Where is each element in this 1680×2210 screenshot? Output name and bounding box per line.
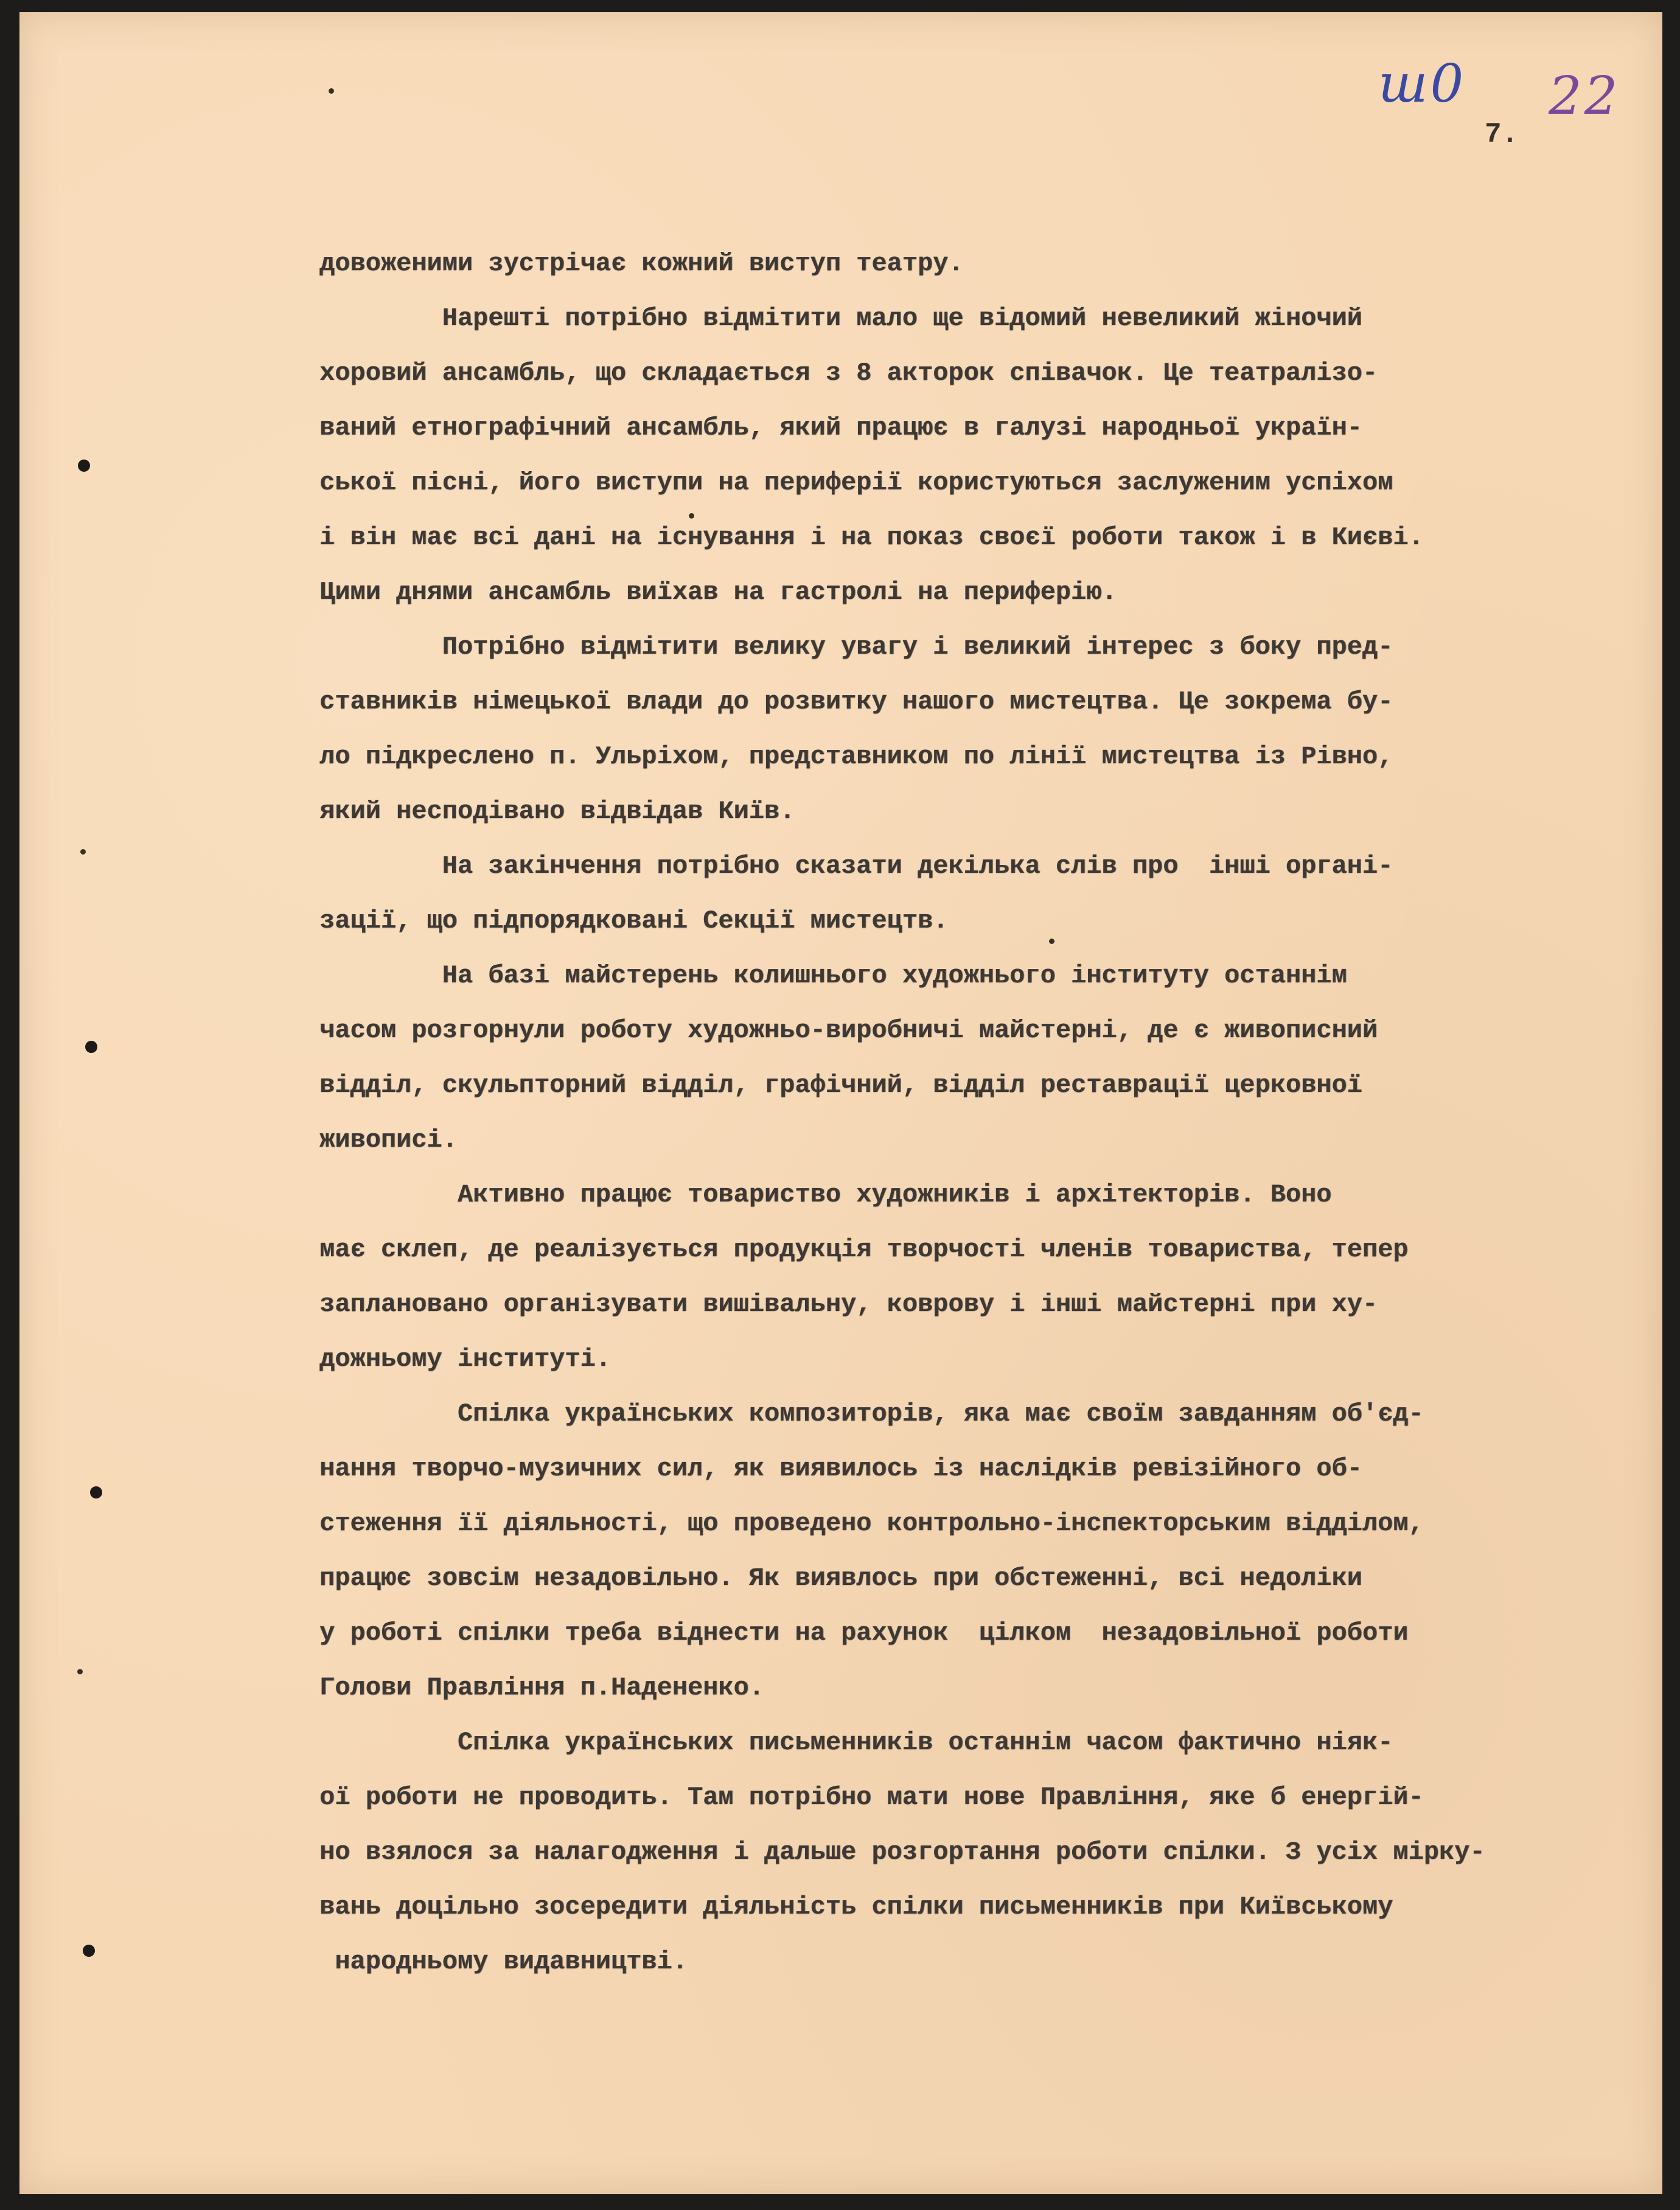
text-line: На базі майстерень колишнього художнього інституту останнім	[319, 961, 1347, 990]
text-line: і він має всі дані на існування і на показ своєї роботи також і в Києві.	[319, 523, 1424, 552]
text-line: Потрібно відмітити велику увагу і великий інтерес з боку пред-	[319, 632, 1393, 662]
text-line: Цими днями ансамбль виїхав на гастролі на периферію.	[319, 578, 1117, 607]
text-line: народньому видавництві.	[319, 1947, 688, 1976]
text-line: На закінчення потрібно сказати декілька слів про інші органі-	[319, 851, 1393, 881]
page-number: 7.	[1485, 119, 1519, 150]
text-line: Спілка українських композиторів, яка має своїм завданням об'єд-	[319, 1399, 1424, 1428]
binding-hole	[83, 1945, 95, 1957]
text-line: нання творчо-музичних сил, як виявилось із наслідків ревізійного об-	[319, 1454, 1362, 1483]
paper-speck	[77, 1669, 83, 1674]
typescript-body	[319, 236, 1646, 1989]
text-line: заплановано організувати вишівальну, коврову і інші майстерні при ху-	[319, 1290, 1378, 1319]
text-line: вань доцільно зосередити діяльність спілки письменників при Київському	[319, 1892, 1393, 1922]
binding-hole	[85, 1041, 97, 1053]
text-line: хоровий ансамбль, що складається з 8 акторок співачок. Це театралізо-	[319, 358, 1378, 388]
text-line: ло підкреслено п. Ульріхом, представником по лінії мистецтва із Рівно,	[319, 742, 1393, 771]
binding-hole	[90, 1486, 102, 1498]
text-line: ської пісні, його виступи на периферії користуються заслуженим успіхом	[319, 468, 1393, 497]
text-line: довоженими зустрічає кожний виступ театру.	[319, 249, 964, 278]
text-line: но взялося за налагодження і дальше розгортання роботи спілки. З усіх мірку-	[319, 1838, 1485, 1867]
text-line: ставників німецької влади до розвитку нашого мистецтва. Це зокрема бу-	[319, 687, 1393, 716]
text-line: Спілка українських письменників останнім часом фактично ніяк-	[319, 1728, 1393, 1757]
text-line: працює зовсім незадовільно. Як виявлось при обстеженні, всі недоліки	[319, 1564, 1362, 1593]
text-line: який несподівано відвідав Київ.	[319, 797, 795, 826]
paper-speck	[80, 849, 86, 855]
archive-folio-number: 22	[1549, 66, 1620, 127]
text-line: дожньому інституті.	[319, 1345, 611, 1374]
text-line: Нарешті потрібно відмітити мало ще відомий невеликий жіночий	[319, 304, 1362, 333]
text-line: відділ, скульпторний відділ, графічний, відділ реставрації церковної	[319, 1071, 1362, 1100]
paper-speck	[329, 88, 334, 94]
text-line: зації, що підпорядковані Секції мистецтв.	[319, 906, 949, 935]
text-line: у роботі спілки треба віднести на рахунок цілком незадовільної роботи	[319, 1618, 1409, 1648]
text-line: має склеп, де реалізується продукція творчості членів товариства, тепер	[319, 1235, 1409, 1264]
text-line: ваний етнографічний ансамбль, який працює в галузі народньої україн-	[319, 413, 1362, 442]
text-line: часом розгорнули роботу художньо-виробничі майстерні, де є живописний	[319, 1016, 1378, 1045]
archive-sheet-mark: ш0	[1378, 54, 1466, 114]
text-line: ої роботи не проводить. Там потрібно мати нове Правління, яке б енергій-	[319, 1783, 1424, 1812]
text-line: стеження її діяльності, що проведено контрольно-інспекторським відділом,	[319, 1509, 1424, 1538]
text-line: живописі.	[319, 1125, 458, 1155]
binding-hole	[78, 460, 90, 472]
text-line: Голови Правління п.Надененко.	[319, 1673, 764, 1702]
text-line: Активно працює товариство художників і архітекторів. Воно	[319, 1180, 1332, 1209]
